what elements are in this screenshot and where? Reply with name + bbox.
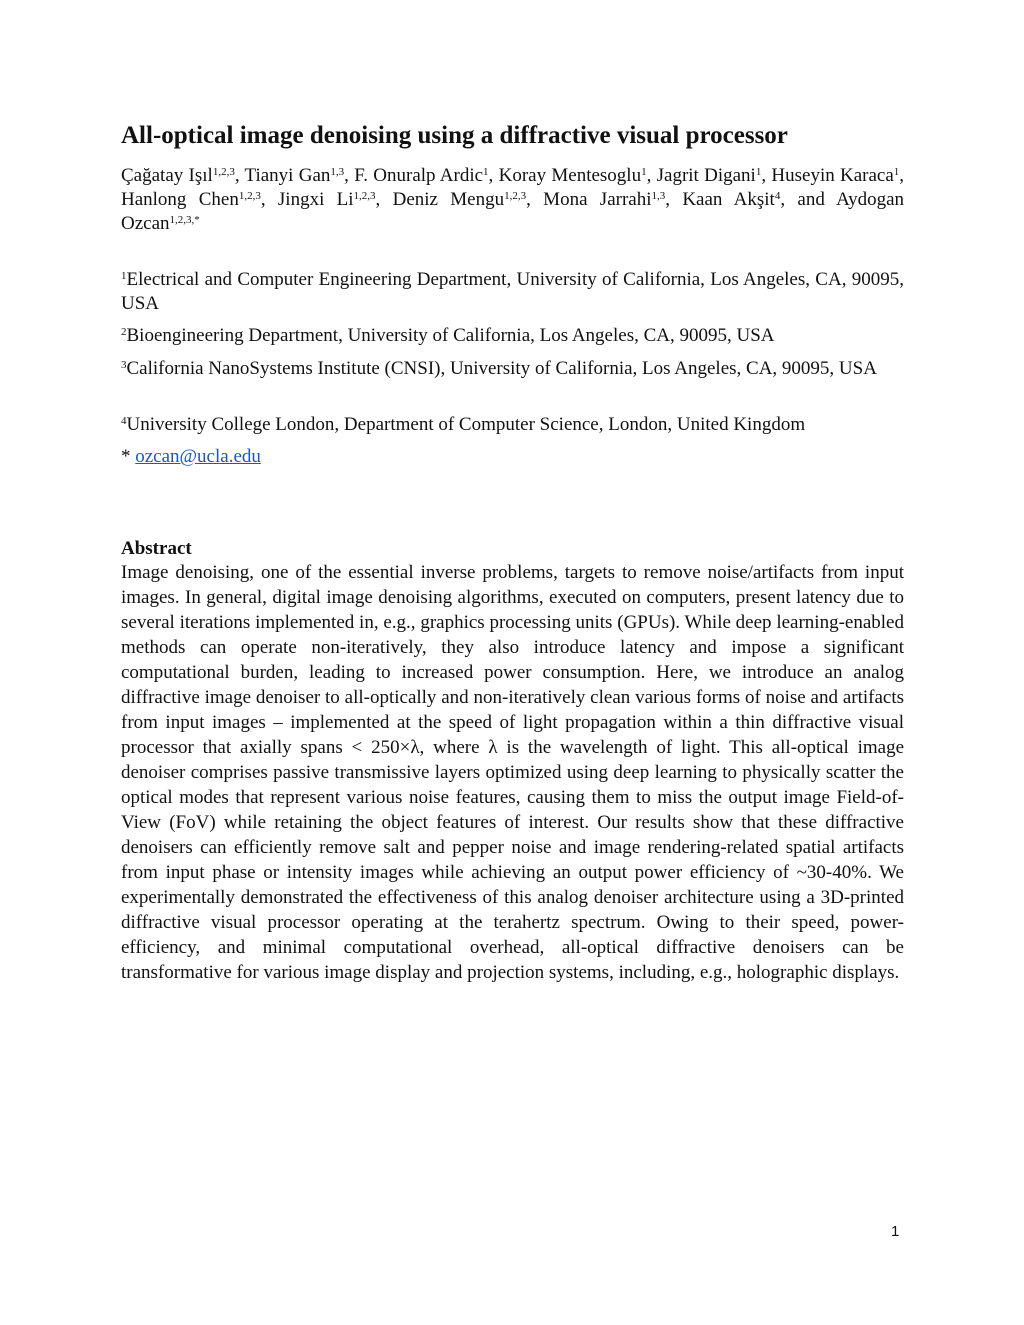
abstract-heading: Abstract xyxy=(121,538,192,559)
affiliation-4: $^4$University College London, Department of Computer Science, London, United Kingdom xyxy=(121,414,806,435)
author: Koray Mentesoglu$^1$, xyxy=(498,165,657,186)
author: Mona Jarrahi$^{1,3}$, xyxy=(543,189,683,210)
author: Huseyin Karaca$^1$, xyxy=(771,165,905,186)
author: Kaan Akşit$^4$, and xyxy=(682,189,837,210)
author: F. Onuralp Ardic$^1$, xyxy=(354,165,499,186)
author: Hanlong Chen$^{1,2,3}$, xyxy=(121,189,278,210)
paper-title: All-optical image denoising using a diffractive visual processor xyxy=(121,122,788,149)
affiliation-3: $^3$California NanoSystems Institute (CNSI), University of California, Los Angeles, CA, 90095, USA xyxy=(121,358,877,379)
corresponding-email: * ozcan@ucla.edu xyxy=(121,446,261,467)
email-link[interactable]: ozcan@ucla.edu xyxy=(135,446,261,467)
author: Tianyi Gan$^{1,3}$, xyxy=(244,165,355,186)
affiliation-2: $^2$Bioengineering Department, University of California, Los Angeles, CA, 90095, USA xyxy=(121,325,775,346)
author: Jingxi Li$^{1,2,3}$, xyxy=(277,189,393,210)
author: Deniz Mengu$^{1,2,3}$, xyxy=(392,189,544,210)
author: Çağatay Işıl$^{1,2,3}$, xyxy=(121,165,245,186)
abstract-text: Image denoising, one of the essential inverse problems, targets to remove noise/artifacts from input images. In general, digital image denoising algorithms, executed on computers, present latency due to several iterations implemented in, e.g., graphics processing units (GPUs). While deep learning-enabled methods can operate non-iteratively, they also introduce latency and impose a significant computational burden, leading to increased power consumption. Here, we introduce an analog diffractive image denoiser to all-optically and non-iteratively clean various forms of noise and artifacts from input images – implemented at the speed of light propagation within a thin diffractive visual processor that axially spans < 250×λ, where λ is the wavelength of light. This all-optical image denoiser comprises passive transmissive layers optimized using deep learning to physically scatter the optical modes that represent various noise features, causing them to miss the output image Field-of-View (FoV) while retaining the object features of interest. Our results show that these diffractive denoisers can efficiently remove salt and pepper noise and image rendering-related spatial artifacts from input phase or intensity images while achieving an output power efficiency of ~30-40%. We experimentally demonstrated the effectiveness of this analog denoiser architecture using a 3D-printed diffractive visual processor operating at the terahertz spectrum. Owing to their speed, power-efficiency, and minimal computational overhead, all-optical diffractive denoisers can be transformative for various image display and projection systems, including, e.g., holographic displays. xyxy=(121,562,904,983)
author: Aydogan Ozcan$^{1,2,3,*}$ xyxy=(121,189,905,234)
page-number: 1 xyxy=(891,1223,900,1240)
affiliation-1: $^1$Electrical and Computer Engineering Department, University of California, Los Angeles, CA, 90095, USA xyxy=(121,269,904,314)
author-list xyxy=(121,164,904,236)
author: Jagrit Digani$^1$, xyxy=(656,165,772,186)
